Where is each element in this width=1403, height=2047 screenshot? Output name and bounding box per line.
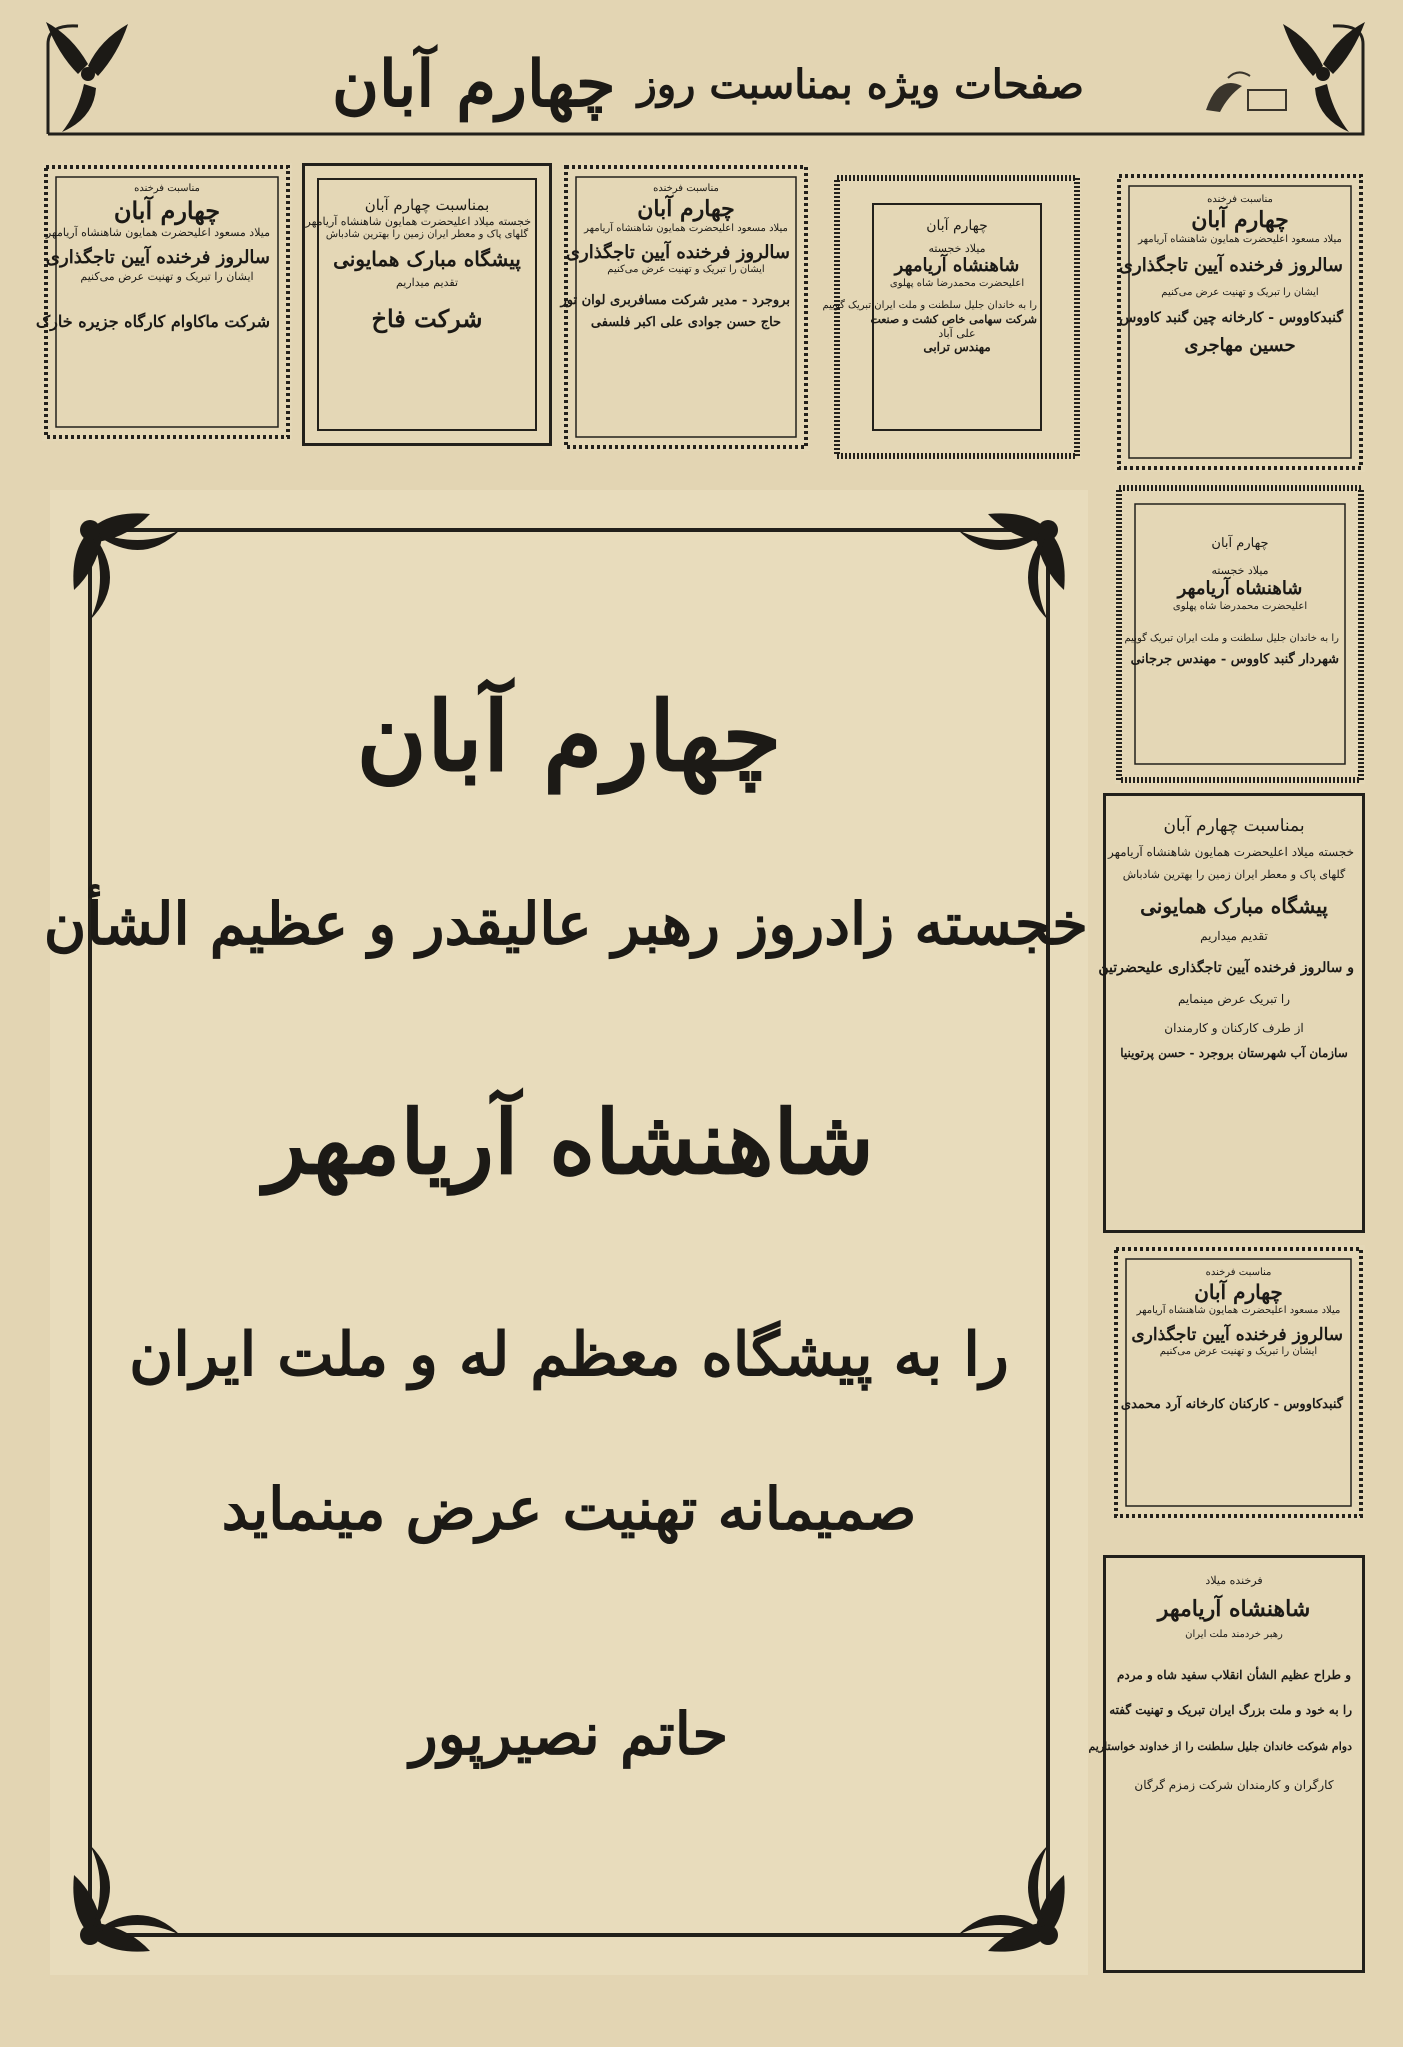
page-header	[38, 14, 1373, 146]
main-ad-line-2: خجسته زادروز رهبر عالیقدر و عظیم الشأن	[43, 890, 1088, 958]
ad-levan-tour: مناسبت فرخنده چهارم آبان میلاد مسعود اعلیحضرت همایون شاهنشاه آریامهر سالروز فرخنده آیین تاجگذاری ایشان را تبریک و تهنیت عرض می‌کنیم بروجرد - مدیر شرکت مسافربری لوان تور حاج حسن جوادی علی اکبر فلسفی	[562, 163, 810, 451]
main-ad-line-4: را به پیشگاه معظم له و ملت ایران	[129, 1320, 1009, 1390]
ad-gonbad-chin: مناسبت فرخنده چهارم آبان میلاد مسعود اعلیحضرت همایون شاهنشاه آریامهر سالروز فرخنده آیین تاجگذاری ایشان را تبریک و تهنیت عرض می‌کنیم گنبدکاووس - کارخانه چین گنبد کاووس حسین مهاجری	[1115, 172, 1365, 472]
ad-gonbad-mayor: چهارم آبان میلاد خجسته شاهنشاه آریامهر اعلیحضرت محمدرضا شاه پهلوی را به خاندان جلیل سلطنت و ملت ایران تبریک گوییم شهردار گنبد کاووس - مهندس جرجانی	[1115, 484, 1365, 784]
ad-keshtosanat: چهارم آبان میلاد خجسته شاهنشاه آریامهر اعلیحضرت محمدرضا شاه پهلوی را به خاندان جلیل سلطنت و ملت ایران تبریک گوییم شرکت سهامی خاص کشت و صنعت علی آباد مهندس ترابی	[833, 174, 1081, 460]
header-title	[268, 44, 1148, 124]
main-ad-hatam-nasirpour	[43, 490, 1088, 1975]
main-ad-signature: حاتم نصیرپور	[409, 1700, 729, 1768]
main-ad-line-5: صمیمانه تهنیت عرض مینماید	[221, 1475, 917, 1543]
ad-zamzam-gorgan: فرخنده میلاد شاهنشاه آریامهر رهبر خردمند ملت ایران و طراح عظیم الشأن انقلاب سفید شاه و مردم را به خود و ملت بزرگ ایران تبریک و تهنیت گفته دوام شوکت خاندان جلیل سلطنت را از خداوند خواستاریم کارگران و کارمندان شرکت زمزم گرگان	[1103, 1555, 1365, 1973]
main-ad-line-3: شاهنشاه آریامهر	[263, 1090, 875, 1194]
ad-fakh: بمناسبت چهارم آبان خجسته میلاد اعلیحضرت همایون شاهنشاه آریامهر گلهای پاک و معطر ایران زمین را بهترین شادباش پیشگاه مبارک همایونی تقدیم میداریم شرکت فاخ	[302, 163, 552, 446]
header-title-big: چهارم آبان	[332, 46, 616, 122]
ad-boroujerd-water: بمناسبت چهارم آبان خجسته میلاد اعلیحضرت همایون شاهنشاه آریامهر گلهای پاک و معطر ایران زمین را بهترین شادباش پیشگاه مبارک همایونی تقدیم میداریم و سالروز فرخنده آیین تاجگذاری علیحضرتین را تبریک عرض مینمایم از طرف کارکنان و کارمندان سازمان آب شهرستان بروجرد - حسن پرتوینیا	[1103, 793, 1365, 1233]
header-title-small: صفحات ویژه بمناسبت روز	[637, 60, 1084, 108]
ad-makavam: مناسبت فرخنده چهارم آبان میلاد مسعود اعلیحضرت همایون شاهنشاه آریامهر سالروز فرخنده آیین تاجگذاری ایشان را تبریک و تهنیت عرض می‌کنیم شرکت ماکاوام کارگاه جزیره خارک	[42, 163, 292, 441]
flower-ornament-left-icon	[46, 22, 128, 132]
flower-ornament-right-icon	[1283, 22, 1365, 132]
ad-mohammadi-flour: مناسبت فرخنده چهارم آبان میلاد مسعود اعلیحضرت همایون شاهنشاه آریامهر سالروز فرخنده آیین تاجگذاری ایشان را تبریک و تهنیت عرض می‌کنیم گنبدکاووس - کارکنان کارخانه آرد محمدی	[1112, 1245, 1365, 1520]
newspaper-stamp-logo	[1198, 66, 1290, 120]
main-ad-line-1: چهارم آبان	[356, 680, 782, 793]
